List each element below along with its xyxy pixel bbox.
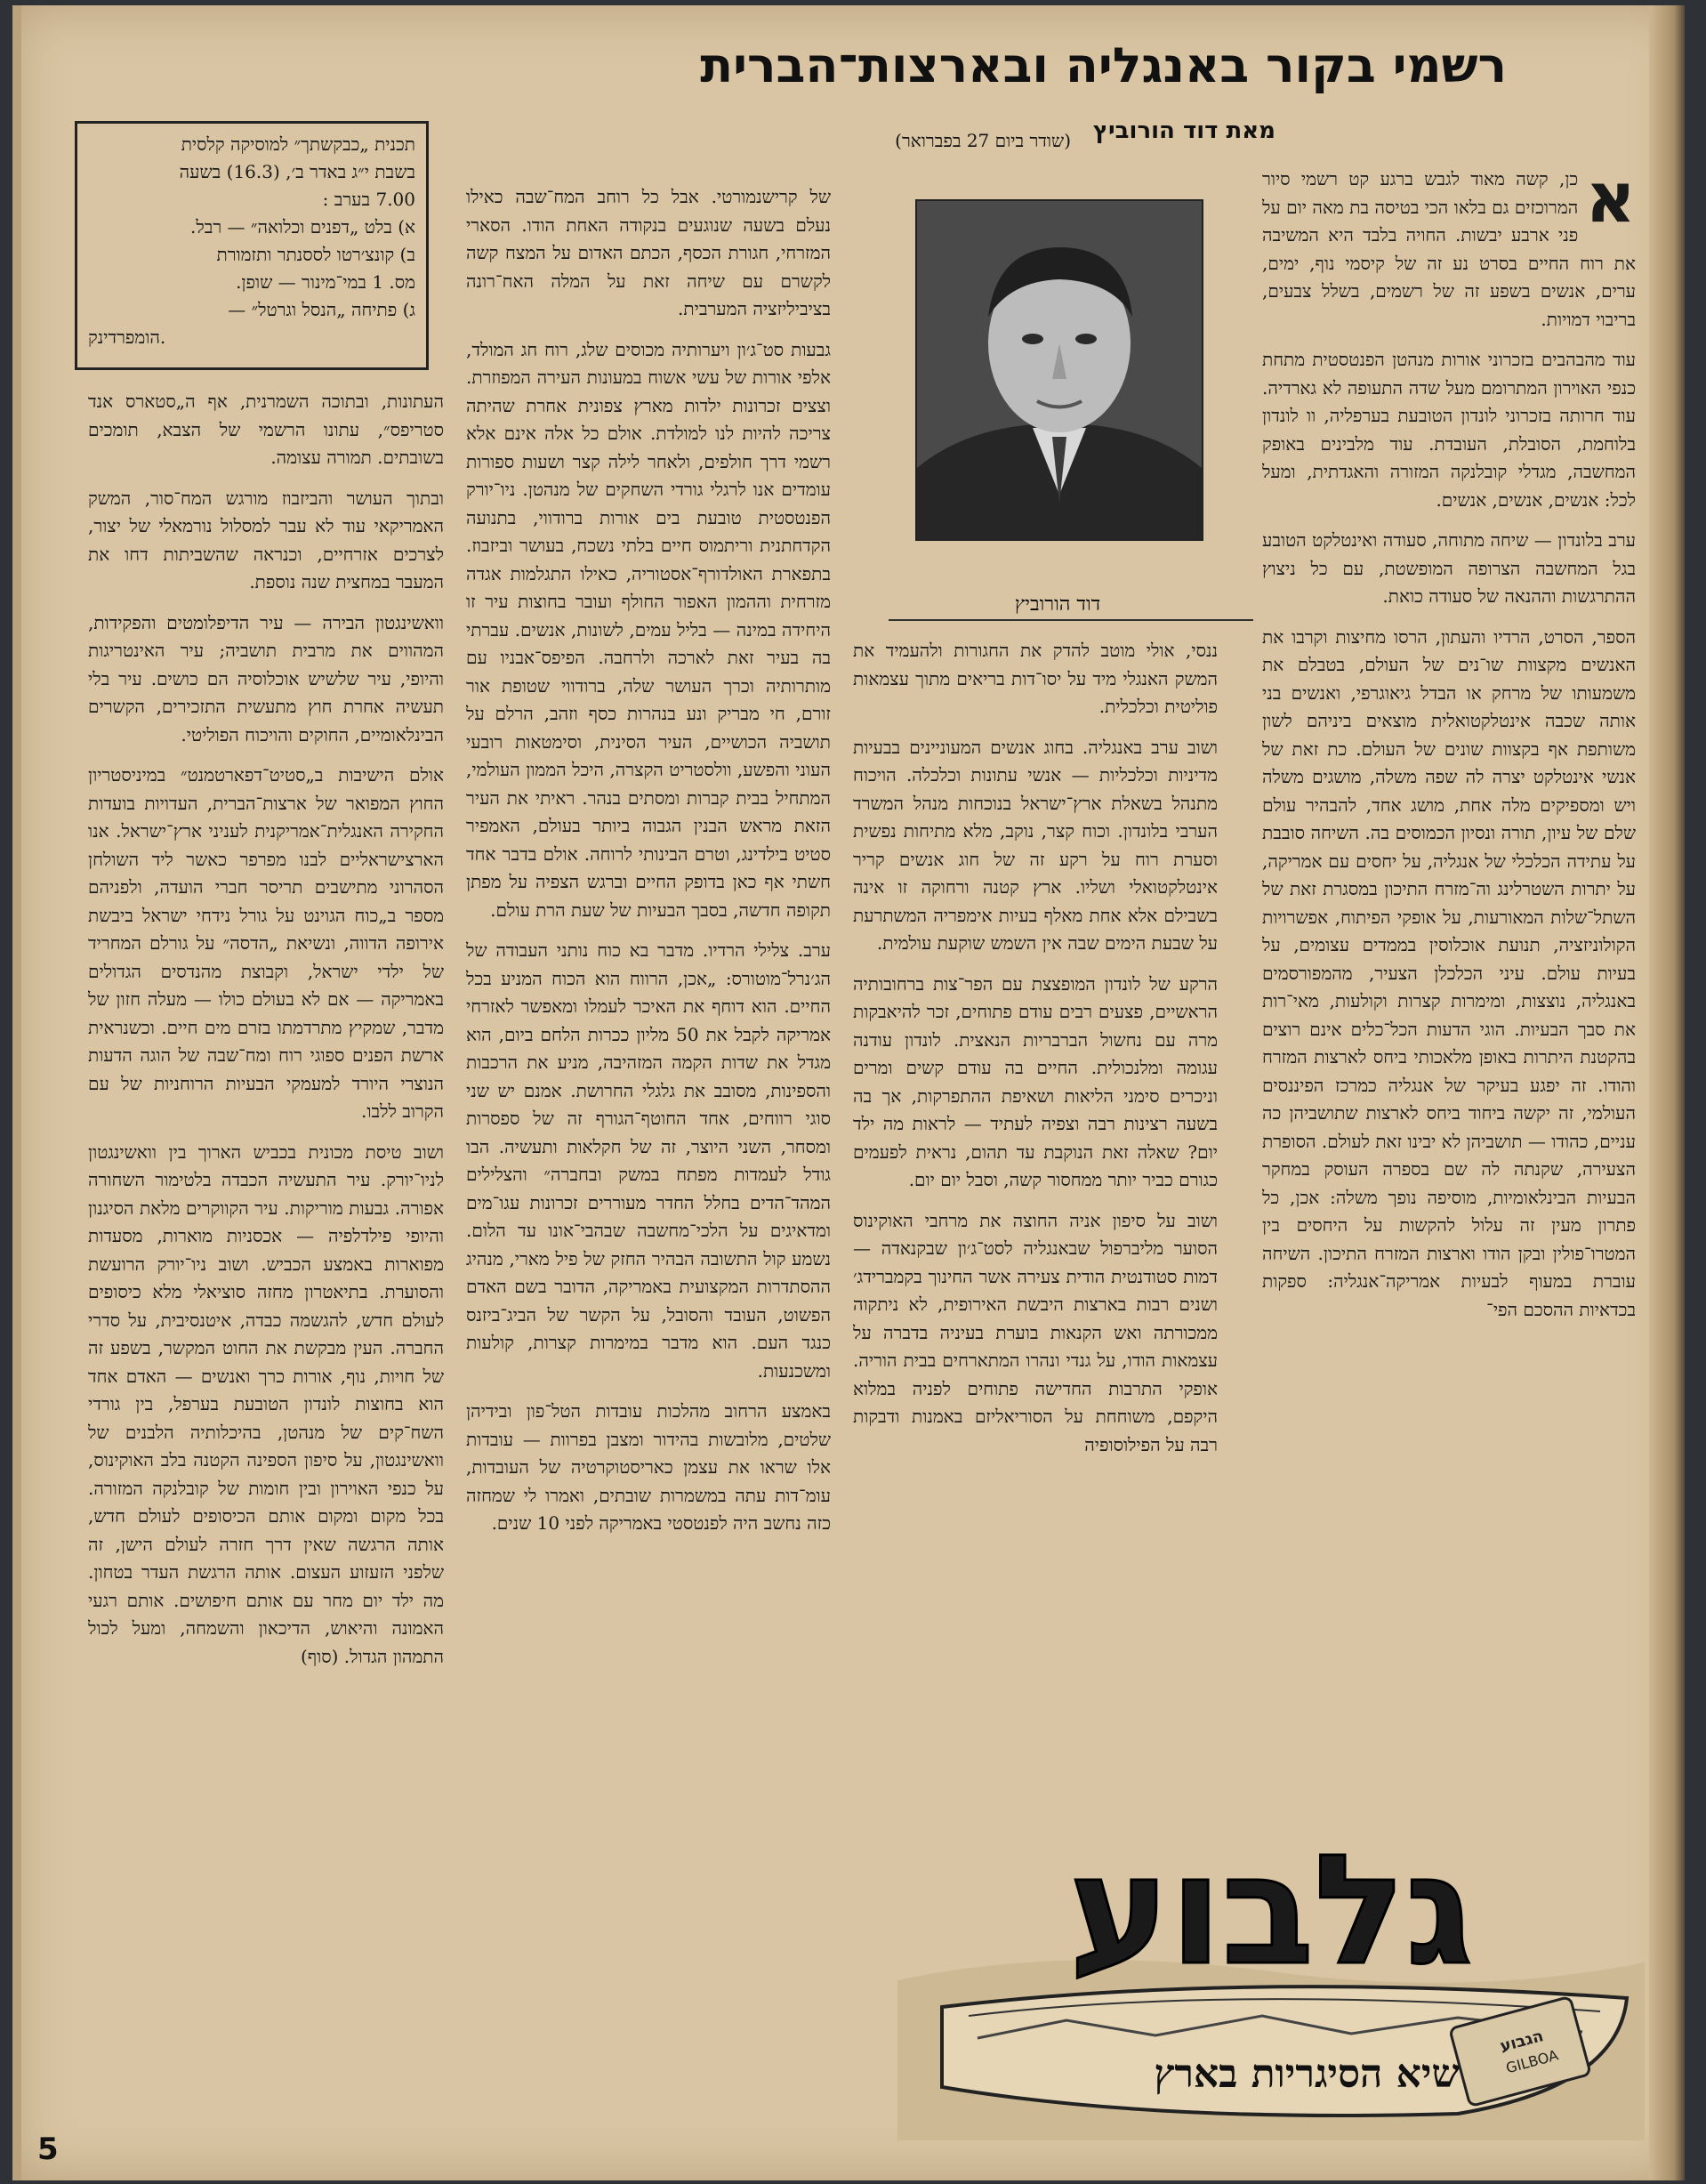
- drop-cap: א: [1585, 165, 1636, 238]
- magazine-page: [12, 5, 1685, 2180]
- article-paragraph: ננסי, אולי מוטב להדק את החגורות ולהעמיד את המשק האנגלי מיד על יסו־דות בריאים מתוך עצמאות פוליטית וכלכלית.: [853, 640, 1218, 717]
- ad-brand-name: גלבוע: [1068, 1823, 1474, 1999]
- program-line: 7.00 בערב :: [322, 189, 415, 210]
- broadcast-date-note: (שודר ביום 27 בפברואר): [895, 130, 1071, 151]
- article-column-3: [466, 183, 831, 2140]
- article-paragraph: ובתוך העושר והביזבוז מורגש המח־סור, המשק האמריקאי עוד לא עבר למסלול נורמאלי של יצור, לצרכים אזרחיים, וכנראה שהשביתות דחו את המעבר במחצית שנה נוספת.: [88, 487, 444, 592]
- article-paragraph: ושוב ערב באנגליה. בחוג אנשים המעוניינים בבעיות מדיניות וכלכליות — אנשי עתונות וכלכלה. הויכוח מתנהל בשאלת ארץ־ישראל בנוכחות מנהל המשרד הערבי בלונדון. וכוח קצר, נוקב, מלא מתיחות נפשית וסערת רוח על רקע זה של חוג אנשים קריר אינטלקטואלי ושליו. ארץ קטנה ורחוקה זו אינה בשבילם אלא אחת מאלף בעיות אימפריה המשתרעת על שבעת הימים שבה אין השמש שוקעת עולמית.: [853, 736, 1218, 954]
- article-paragraph: הרקע של לונדון המופצצת עם הפר־צות ברחובותיה הראשיים, פצעים רבים עודם פתוחים, זכר להיאבקות מרה עם נחשול הברבריות הנאצית. לונדון עודנה עגומה ומלנכולית. החיים בה עודם קשים ומרים וניכרים סימני הליאות ושאיפת ההתפרקות, אך בה בשעה רצינות רבה וצפיה לעתיד — לראות מה ילד יום? שאלה זאת הנוקבת עד תהום, נראית לפעמים כגורם כביר יותר ממחסור קשה, וסבל יום יום.: [853, 972, 1218, 1190]
- article-paragraph: הספר, הסרט, הרדיו והעתון, הרסו מחיצות וקרבו את האנשים מקצוות שו־נים של העולם, בטבלם את משמעותו של מרחק או הבדל גיאוגרפי, ואנשים בני אותה שכבה אינטלקטואלית מוצאים ביניהם לשון משותפת אף בקצוות שונים של העולם. כת זאת של אנשי אינטלקט יצרה לה שפה משלה, מושגים משלה ויש ומספיקים מלה אחת, מושג אחד, להבהיר עולם שלם של עיון, תורה ונסיון הכמוסים בה. השיחה סובבת על עתידה הכלכלי של אנגליה, על יחסים עם אמריקה, על יתרות השטרלינג וה־מזרח התיכון במסגרת זאת של השתל־שלות המאורעות, על אופקי הפיתוח, אפשרויות הקולוניזציה, תנועת אוכלוסין בממדים עצומים, על בעיות עולם. עיני הכלכלן הצעיר, מהמפורסמים באנגליה, נוצצות, ומימרות קצרות וקולעות, מאי־רות את סבך הבעיות. הוגי הדעות הכל־כלים אינם רוצים בהקטנת היתרות באופן מלאכותי ביחס לארצות המזרח והודו. זה יפגע בעיקר של אנגליה כמרכז הפיננסים העולמי, זה יקשה ביחוד ביחס לארצות שתושביהן כה עניים, כהודו — תושביהן לא יבינו זאת לעולם. הסופרת הצעירה, שקנתה לה שם בספרה העוסק במחקר הבעיות הבינלאומיות, מוסיפה נופך משלה: אכן, כל פתרון מעין זה עלול להקשות על היחסים בין המטרו־פולין ובקן הודו וארצות המזרח התיכון. השיחה עוברת במעוף לבעיות אמריקה־אנגליה: ספקות בכדאיות ההסכם הפי־: [1262, 625, 1636, 1320]
- article-column-2: [853, 637, 1218, 1785]
- article-column-4: [88, 388, 444, 2140]
- article-paragraph: ושוב טיסת מכונית בכביש הארוך בין וואשינגטון לניו־יורק. עיר התעשיה הכבדה בלטימור השחורה אפורה. גבעות מוריקות. עיר הקווקרים מלאת הסיגנון והיופי פילדלפיה — אכסניות מוארות, מסעדות מפוארות באמצע הכביש. ושוב ניו־יורק הרועשת והסוערת. בתיאטרון מחזה סוציאלי מלא כיסופים לעולם חדש, להגשמה כבדה, איטנסיבית, על סדרי החברה. העין מבקשת את החוט המקשר, בשפע זה של חויות, נוף, אורות כרך ואנשים — האדם אחד הוא בחוצות לונדון הטובעת בערפל, בין גורדי השח־קים של מנהטן, בהיכלותיה הלבנים של וואשינגטון, על סיפון הספינה הקטנה בלב האוקינוס, על כנפי האוירון ובין חומות של קובלנקה המזורה. בכל מקום ומקום אותם הכיסופים לעולם חדש, אותה הרגשה שאין דרך חזרה לעולם הישן, זה שלפני הזעזוע העצום. אותה הרגשת העדר בטחון. מה ילד יום מחר עם אותם חיפושים. אותם רגעי האמונה והיאוש, הדיכאון והשמחה, ומעל לכול התמהון הגדול. (סוף): [88, 1140, 444, 1667]
- photo-caption: דוד הורוביץ: [1014, 593, 1101, 616]
- program-credit: הומפרדינק.: [88, 326, 166, 348]
- portrait-illustration: [917, 201, 1202, 539]
- page-edge: [12, 5, 21, 2180]
- article-byline: מאת דוד הורוביץ: [1092, 117, 1275, 144]
- program-line: ב) קונצ׳רטו לססנתר ותזמורת: [216, 244, 415, 265]
- article-paragraph: וואשינגטון הבירה — עיר הדיפלומטים והפקידות, המהווים את מרבית תושביה; עיר האינטריגות והיופי, עיר שלשיש אוכלוסיה הם כושים. עיר בלי תעשיה אחרת חוץ מתעשית התזכירים, הקשרים הבינלאומיים, החוקים והויכוח הפוליטי.: [88, 611, 444, 745]
- gilboa-cigarette-advertisement: [889, 1793, 1654, 2140]
- page-binding: [1649, 5, 1685, 2180]
- author-photo: [915, 199, 1203, 541]
- article-paragraph: ערב בלונדון — שיחה מתוחה, סעודה ואינטלקט הטובע בגל המחשבה הצרופה המופשטת, עם כל ניצוץ ההתרגשות וההנאה של סעודה כואת.: [1262, 529, 1636, 607]
- program-line: ג) פתיחה „הנסל וגרטל״ —: [228, 299, 415, 320]
- program-line: מס. 1 במי־מינור — שופן.: [236, 271, 415, 293]
- ad-slogan: שיא הסיגריות בארץ: [1154, 2051, 1460, 2097]
- article-paragraph: של קרישנמורטי. אבל כל רוחב המח־שבה כאילו נעלם בשעה שנוגעים בנקודה האחת הודו. הסארי המזרחי, חגורת הכסף, הכתם האדום על המצח קשה לקשרם עם שיחה זאת על המלה האח־רונה בציביליזציה המערבית.: [466, 186, 831, 319]
- page-number: 5: [37, 2132, 59, 2167]
- article-headline: רשמי בקור באנגליה ובארצות־הברית: [700, 37, 1507, 93]
- article-paragraph: העתונות, ובתוכה השמרנית, אף ה„סטארס אנד סטריפס״, עתונו הרשמי של הצבא, תומכים בשובתים. תמורה עצומה.: [88, 391, 444, 468]
- article-paragraph: גבעות סט־ג׳ון ויערותיה מכוסים שלג, רוח חג המולד, אלפי אורות של עשי אשוח במעונות העירה המפוזרת. וצצים זכרונות ילדות מארץ צפונית אחרת שהיתה צריכה להיות לנו למולדת. אולם כל אלה אינם אלא רשמי דרך חולפים, ולאחר לילה קצר ושעות ספורות עומדים אנו לרגלי גורדי השחקים של מנהטן. ניו־יורק הפנטסטית טובעת בים אורות ברודווי, בתנועה הקדחתנית וריתמוס חיים בלתי נשכח, בעושר וביזבוז. בתפארת האולדורף־אסטוריה, כאילו התגלמות אגדה מזרחית וההמון האפור החולף ועובר בחוצות עיר זו היחידה במינה — בליל עמים, לשונות, אנשים. עברתי בה בעיר זאת לארכה ולרחבה. הפיפס־אבניו עם מותרותיה וכרך העושר שלה, ברודווי שטופת אור זורם, חי מבריק ונע בנהרות כסף וזהב, הרלם על תושביה הכושיים, העיר הסינית, וסימטאות רובעי העוני והפשע, וולסטריט הקצרה, היכל הממון העולמי, המתחיל בבית קברות ומסתים בנהר. ראיתי את העיר הזאת מראש הבנין הגבוה ביותר בעולם, האמפיר סטיט בילדינג, וטרם הבינותי לרוחה. אולם בדבר אחד חשתי אף כאן בדופק החיים וברגש הצפיה על מפתן תקופה חדשה, בסבך הבעיות של שעת הרת עולם.: [466, 338, 831, 921]
- article-paragraph: ערב. צלילי הרדיו. מדבר בא כוח נותני העבודה של הג׳נרל־מוטורס: „אכן, הרווח הוא הכוח המניע בכל החיים. הוא דוחף את האיכר לעמלו ומאפשר לאזרחי אמריקה לקבל את 50 מליון ככרות הלחם ביום, הוא מגדל את שדות הקמה המזהיבה, מניע את הרכבות והספינות, מסובב את גלגלי החרושת. אמנם יש שני סוגי רווחים, אחד החוטף־הגורף זה של ספסרות ומסחר, השני היוצר, זה של חקלאות ותעשיה. הבו גודל לעמדות מפתח במשק ובחברה״ והצלילים המהד־הדים בחלל החדר מעוררים זכרונות עגו־מים ומדאיגים על הלכי־מחשבה שבהבי־אונו עד הלום. נשמע קול התשובה הבהיר החזק של פיל מארי, מנהיג ההסתדרות המקצועית באמריקה, הדובר בשם האדם הפשוט, העובד והסובל, על הקשר של הביג־ביזנס כנגד העם. הוא מדבר במימרות קצרות, קולעות ומשכנעות.: [466, 939, 831, 1382]
- program-line: תכנית „כבקשתך״ למוסיקה קלסית: [181, 133, 415, 155]
- radio-program-box: [75, 121, 429, 370]
- article-paragraph: אולם הישיבות ב„סטיט־דפארטמנט״ במיניסטריון החוץ המפואר של ארצות־הברית, העדויות בועדות החקירה האנגלית־אמריקנית לעניני ארץ־ישראל. אנו הארצישראליים לבנו מפרפר כאשר ליד השולחן הסהרוני מתישבים תריסר חברי הועדה, ולפניהם מספר ב„כוח הגוינט על גורל נידחי ישראל ביבשת אירופה הדווה, ונשיאת „הדסה״ על גורלם המחריד של ילדי ישראל, וקבוצת מהנדסים הגדולים באמריקה — אם לא בעולם כולו — מעלה חזון של מדבר, שמקיץ מתרדמתו בזרם מים חיים. וכשנראית ארשת הפנים ספוגי רוח ומח־שבה של הוגה הדעות הנוצרי היורד למעמקי הבעיות הרוחניות של עם הקרוב ללבו.: [88, 764, 444, 1122]
- article-column-1: [1262, 165, 1636, 1793]
- article-paragraph: כן, קשה מאוד לגבש ברגע קט רשמי סיור המרוכזים גם בלאו הכי בטיסה בת מאה יום על פני ארבע יבשות. החויה בלבד היא המשיבה את רוח החיים בסרט נע זה של קיסמי נוף, ימים, ערים, אנשים בשפע זה של רשמים, בשלל צבעים, בריבוי דמויות.: [1262, 168, 1636, 330]
- program-line: א) בלט „דפנים וכלואה״ — רבל.: [190, 216, 415, 238]
- caption-divider: [889, 619, 1253, 621]
- article-paragraph: באמצע הרחוב מהלכות עובדות הטל־פון ובידיהן שלטים, מלובשות בהידור ומצבן בפרוות — עובדות אלו שראו את עצמן כאריסטוקרטיה של העובדות, עומ־דות עתה במשמרות שובתים, ואמרו לי שמחזה כזה נחשב היה לפנטסטי באמריקה לפני 10 שנים.: [466, 1400, 831, 1534]
- article-paragraph: עוד מהבהבים בזכרוני אורות מנהטן הפנטסטית מתחת כנפי האוירון המתרומם מעל שדה התעופה לא גארדיה. עוד חרותה בזכרוני לונדון הטובעת בערפליה, וו לונדון בלוחמת, הסובלת, העובדת. עוד מלבינים באופק המחשבה, מגדלי קובלנקה המזורה והאגדתית, ומעל לכל: אנשים, אנשים, אנשים.: [1262, 349, 1636, 511]
- ad-pack-label-he: הגבוע: [1498, 2027, 1546, 2057]
- article-paragraph: ושוב על סיפון אניה החוצה את מרחבי האוקינוס הסוער מליברפול שבאנגליה לסט־ג׳ון שבקנאדה — דמות סטודנטית הודית צעירה אשר החינוך בקמברידג׳ ושנים רבות בארצות היבשת האירופית, לא ניתקוה ממכורתה ואש הקנאות בוערת בעיניה בדברה על עצמאות הודו, על גנדי ונהרו המתארחים בבית הוריה. אופקי התרבות החדישה פתוחים לפניה במלוא היקפם, משוחחת על הסוריאליזם באמנות ודבקות רבה על הפילוסופיה: [853, 1209, 1218, 1455]
- ad-pack-label-en: GILBOA: [1503, 2046, 1560, 2077]
- program-line: בשבת י״ג באדר ב׳, (16.3) בשעה: [179, 161, 415, 182]
- ad-artwork: [889, 1793, 1654, 2140]
